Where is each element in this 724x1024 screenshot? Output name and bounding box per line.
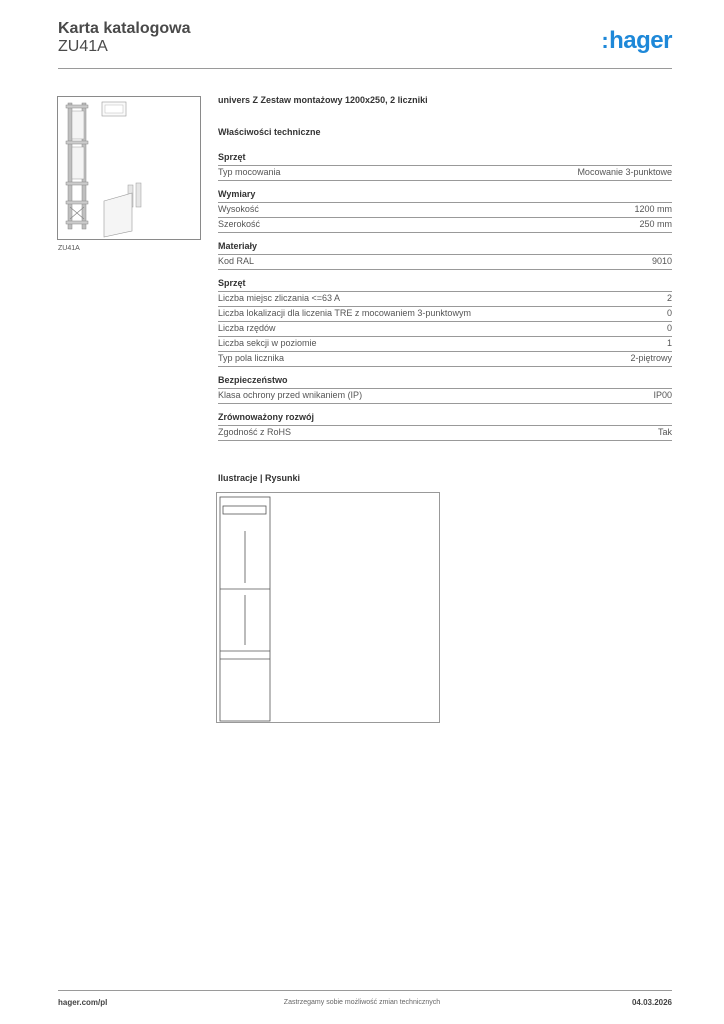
property-value: 1 bbox=[666, 338, 672, 348]
property-value: 9010 bbox=[651, 256, 672, 266]
property-label: Liczba miejsc zliczania <=63 A bbox=[218, 293, 341, 303]
property-value: IP00 bbox=[653, 390, 672, 400]
technical-properties bbox=[218, 95, 672, 449]
property-label: Typ mocowania bbox=[218, 167, 281, 177]
footer-date: 04.03.2026 bbox=[631, 998, 672, 1007]
property-value: 0 bbox=[666, 323, 672, 333]
group-title: Bezpieczeństwo bbox=[218, 375, 672, 389]
group-equipment bbox=[218, 152, 672, 181]
property-row bbox=[218, 292, 672, 307]
thumbnail-caption: ZU41A bbox=[58, 245, 80, 252]
property-value: 1200 mm bbox=[634, 204, 672, 214]
section-title: Właściwości techniczne bbox=[218, 127, 321, 137]
footer-disclaimer: Zastrzegamy sobie możliwość zmian technicznych bbox=[283, 999, 441, 1006]
property-value: 0 bbox=[666, 308, 672, 318]
group-materials bbox=[218, 241, 672, 270]
property-label: Liczba sekcji w poziomie bbox=[218, 338, 317, 348]
property-row bbox=[218, 322, 672, 337]
property-row bbox=[218, 218, 672, 233]
group-safety bbox=[218, 375, 672, 404]
header-divider bbox=[58, 68, 672, 69]
property-row bbox=[218, 337, 672, 352]
property-value: 2-piętrowy bbox=[630, 353, 672, 363]
property-row bbox=[218, 255, 672, 270]
illustrations-title: Ilustracje | Rysunki bbox=[218, 473, 301, 483]
property-value: Mocowanie 3-punktowe bbox=[577, 167, 672, 177]
technical-drawing bbox=[216, 492, 440, 723]
footer-website: hager.com/pl bbox=[58, 998, 108, 1007]
group-title: Materiały bbox=[218, 241, 672, 255]
document-title: Karta katalogowa bbox=[58, 20, 191, 37]
property-row bbox=[218, 426, 672, 441]
property-label: Liczba rzędów bbox=[218, 323, 276, 333]
property-row bbox=[218, 352, 672, 367]
property-row bbox=[218, 307, 672, 322]
property-value: 2 bbox=[666, 293, 672, 303]
product-thumbnail bbox=[57, 96, 201, 240]
property-label: Typ pola licznika bbox=[218, 353, 285, 363]
product-code: ZU41A bbox=[58, 38, 108, 55]
property-value: 250 mm bbox=[639, 219, 672, 229]
property-row bbox=[218, 389, 672, 404]
footer-divider bbox=[58, 990, 672, 991]
property-label: Liczba lokalizacji dla liczenia TRE z mocowaniem 3-punktowym bbox=[218, 308, 471, 318]
group-equipment-metering bbox=[218, 278, 672, 367]
group-sustainability bbox=[218, 412, 672, 441]
hager-logo bbox=[601, 27, 672, 55]
logo-colon: : bbox=[601, 28, 609, 53]
property-row bbox=[218, 203, 672, 218]
property-label: Klasa ochrony przed wnikaniem (IP) bbox=[218, 390, 363, 400]
product-name: univers Z Zestaw montażowy 1200x250, 2 liczniki bbox=[218, 95, 428, 105]
group-title: Sprzęt bbox=[218, 278, 672, 292]
property-label: Kod RAL bbox=[218, 256, 255, 266]
group-title: Wymiary bbox=[218, 189, 672, 203]
property-label: Wysokość bbox=[218, 204, 259, 214]
property-value: Tak bbox=[657, 427, 672, 437]
property-label: Szerokość bbox=[218, 219, 261, 229]
group-title: Zrównoważony rozwój bbox=[218, 412, 672, 426]
property-row bbox=[218, 166, 672, 181]
group-title: Sprzęt bbox=[218, 152, 672, 166]
group-dimensions bbox=[218, 189, 672, 233]
property-label: Zgodność z RoHS bbox=[218, 427, 292, 437]
product-image bbox=[58, 97, 200, 239]
logo-text: hager bbox=[609, 27, 672, 54]
drawing-svg bbox=[217, 493, 439, 722]
